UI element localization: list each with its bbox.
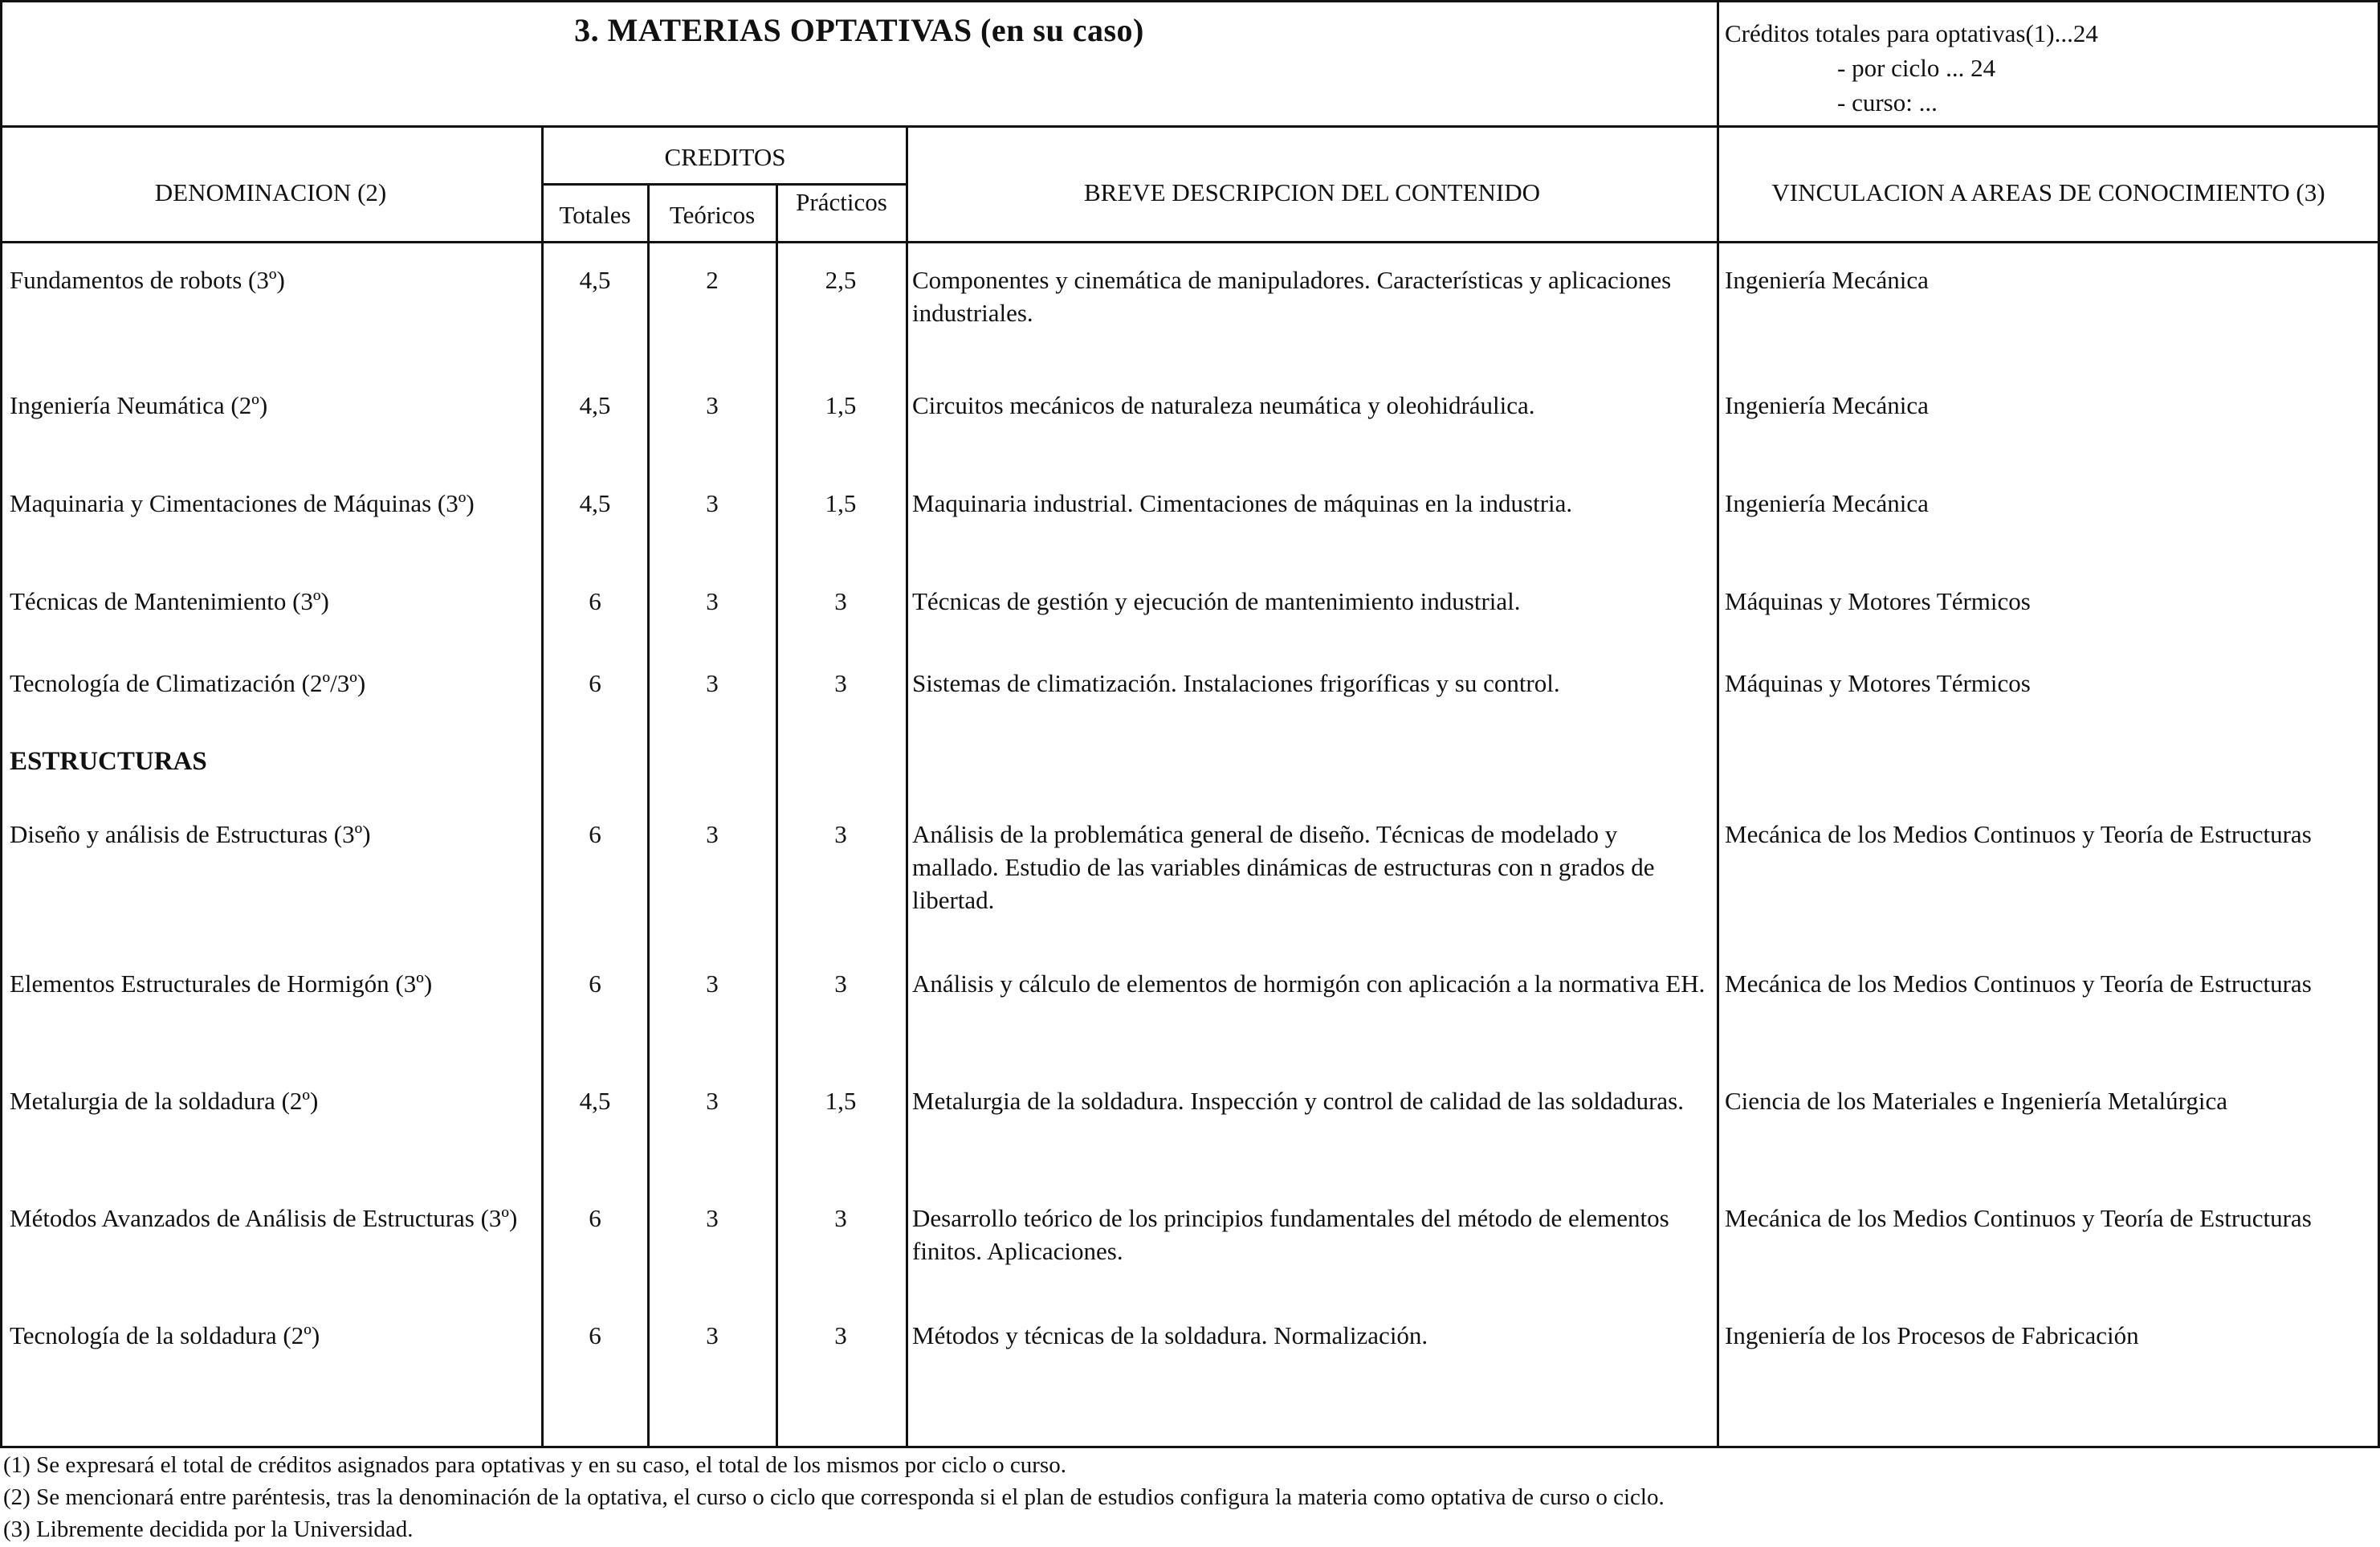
- row-descripcion: Metalurgia de la soldadura. Inspección y control de calidad de las soldaduras.: [912, 1087, 1684, 1115]
- column-rule: [647, 183, 650, 1448]
- row-name: Fundamentos de robots (3º): [10, 266, 285, 294]
- row-name: Tecnología de la soldadura (2º): [10, 1321, 320, 1349]
- footnotes: [3, 1449, 1665, 1545]
- column-rule: [1717, 0, 1719, 1448]
- row-descripcion: Análisis y cálculo de elementos de hormigón con aplicación a la normativa EH.: [912, 969, 1706, 998]
- row-teoricos: 3: [706, 1321, 719, 1349]
- header-vinculacion: VINCULACION A AREAS DE CONOCIMIENTO (3): [1771, 178, 2325, 206]
- row-practicos: 3: [834, 1204, 847, 1232]
- row-area: Ingeniería Mecánica: [1725, 391, 1929, 419]
- row-name: Elementos Estructurales de Hormigón (3º): [10, 969, 433, 998]
- footnote-2: (2) Se mencionará entre paréntesis, tras la denominación de la optativa, el curso o ciclo que corresponda si el plan de estudios configura la materia como optativa de curso o ciclo.: [3, 1484, 1665, 1510]
- row-area: Ciencia de los Materiales e Ingeniería Metalúrgica: [1725, 1087, 2228, 1115]
- column-rule: [776, 183, 778, 1448]
- row-area: Ingeniería Mecánica: [1725, 266, 1929, 294]
- table-border-left: [0, 0, 2, 1448]
- row-descripcion: Componentes y cinemática de manipuladores. Características y aplicaciones industriales.: [912, 266, 1672, 327]
- row-name: Metalurgia de la soldadura (2º): [10, 1087, 319, 1115]
- section-heading: ESTRUCTURAS: [10, 747, 207, 776]
- credits-per-course: - curso: ...: [1837, 88, 1938, 116]
- row-totales: 6: [589, 587, 601, 615]
- header-descripcion: BREVE DESCRIPCION DEL CONTENIDO: [1083, 178, 1541, 206]
- credits-per-cycle: - por ciclo ... 24: [1837, 54, 1996, 82]
- credits-subheader-rule: [543, 183, 907, 186]
- row-name: Ingeniería Neumática (2º): [10, 391, 268, 419]
- row-totales: 4,5: [579, 391, 611, 419]
- row-teoricos: 2: [706, 266, 719, 294]
- row-area: Mecánica de los Medios Continuos y Teoría de Estructuras: [1725, 969, 2312, 998]
- row-practicos: 3: [834, 1321, 847, 1349]
- row-practicos: 1,5: [825, 1087, 857, 1115]
- column-rule: [906, 125, 908, 1448]
- row-descripcion: Análisis de la problemática general de diseño. Técnicas de modelado y mallado. Estudio de las variables dinámicas de estructuras con n grados de libertad.: [912, 820, 1655, 914]
- row-practicos: 3: [834, 587, 847, 615]
- row-teoricos: 3: [706, 820, 719, 848]
- row-name: Maquinaria y Cimentaciones de Máquinas (3º): [10, 489, 475, 517]
- row-teoricos: 3: [706, 1204, 719, 1232]
- credits-summary: [1725, 16, 2098, 120]
- row-name: Métodos Avanzados de Análisis de Estructuras (3º): [10, 1204, 518, 1232]
- row-practicos: 1,5: [825, 489, 857, 517]
- row-area: Mecánica de los Medios Continuos y Teoría de Estructuras: [1725, 820, 2312, 848]
- row-teoricos: 3: [706, 391, 719, 419]
- credits-total: Créditos totales para optativas(1)...24: [1725, 19, 2098, 47]
- row-area: Ingeniería de los Procesos de Fabricación: [1725, 1321, 2139, 1349]
- row-name: Técnicas de Mantenimiento (3º): [10, 587, 329, 615]
- row-area: Máquinas y Motores Térmicos: [1725, 587, 2031, 615]
- row-totales: 6: [589, 1204, 601, 1232]
- row-area: Ingeniería Mecánica: [1725, 489, 1929, 517]
- row-area: Máquinas y Motores Térmicos: [1725, 669, 2031, 697]
- row-totales: 6: [589, 669, 601, 697]
- header-denominacion: DENOMINACION (2): [154, 178, 387, 206]
- table-border-top: [0, 0, 2380, 2]
- row-totales: 6: [589, 820, 601, 848]
- row-practicos: 3: [834, 820, 847, 848]
- row-teoricos: 3: [706, 587, 719, 615]
- row-teoricos: 3: [706, 669, 719, 697]
- header-teoricos: Teóricos: [669, 201, 756, 229]
- row-descripcion: Desarrollo teórico de los principios fundamentales del método de elementos finitos. Aplicaciones.: [912, 1204, 1669, 1265]
- row-teoricos: 3: [706, 489, 719, 517]
- header-creditos: CREDITOS: [664, 143, 786, 171]
- row-practicos: 3: [834, 669, 847, 697]
- row-totales: 4,5: [579, 266, 611, 294]
- table-rule: [0, 241, 2380, 243]
- row-totales: 6: [589, 1321, 601, 1349]
- row-area: Mecánica de los Medios Continuos y Teoría de Estructuras: [1725, 1204, 2312, 1232]
- header-totales: Totales: [559, 201, 631, 229]
- table-border-bottom: [0, 1446, 2380, 1448]
- footnote-3: (3) Libremente decidida por la Universidad.: [3, 1516, 414, 1542]
- row-totales: 4,5: [579, 489, 611, 517]
- row-practicos: 3: [834, 969, 847, 998]
- row-descripcion: Circuitos mecánicos de naturaleza neumática y oleohidráulica.: [912, 391, 1535, 419]
- row-name: Tecnología de Climatización (2º/3º): [10, 669, 366, 697]
- footnote-1: (1) Se expresará el total de créditos asignados para optativas y en su caso, el total de los mismos por ciclo o curso.: [3, 1452, 1066, 1478]
- column-rule: [541, 125, 544, 1448]
- row-teoricos: 3: [706, 1087, 719, 1115]
- page-title: 3. MATERIAS OPTATIVAS (en su caso): [574, 12, 1144, 48]
- row-practicos: 2,5: [825, 266, 857, 294]
- header-practicos: Prácticos: [796, 188, 887, 216]
- row-totales: 4,5: [579, 1087, 611, 1115]
- row-descripcion: Métodos y técnicas de la soldadura. Normalización.: [912, 1321, 1428, 1349]
- row-practicos: 1,5: [825, 391, 857, 419]
- row-totales: 6: [589, 969, 601, 998]
- row-teoricos: 3: [706, 969, 719, 998]
- table-rule: [0, 125, 2380, 128]
- row-descripcion: Técnicas de gestión y ejecución de mantenimiento industrial.: [912, 587, 1521, 615]
- row-descripcion: Maquinaria industrial. Cimentaciones de máquinas en la industria.: [912, 489, 1573, 517]
- row-name: Diseño y análisis de Estructuras (3º): [10, 820, 371, 848]
- row-descripcion: Sistemas de climatización. Instalaciones frigoríficas y su control.: [912, 669, 1560, 697]
